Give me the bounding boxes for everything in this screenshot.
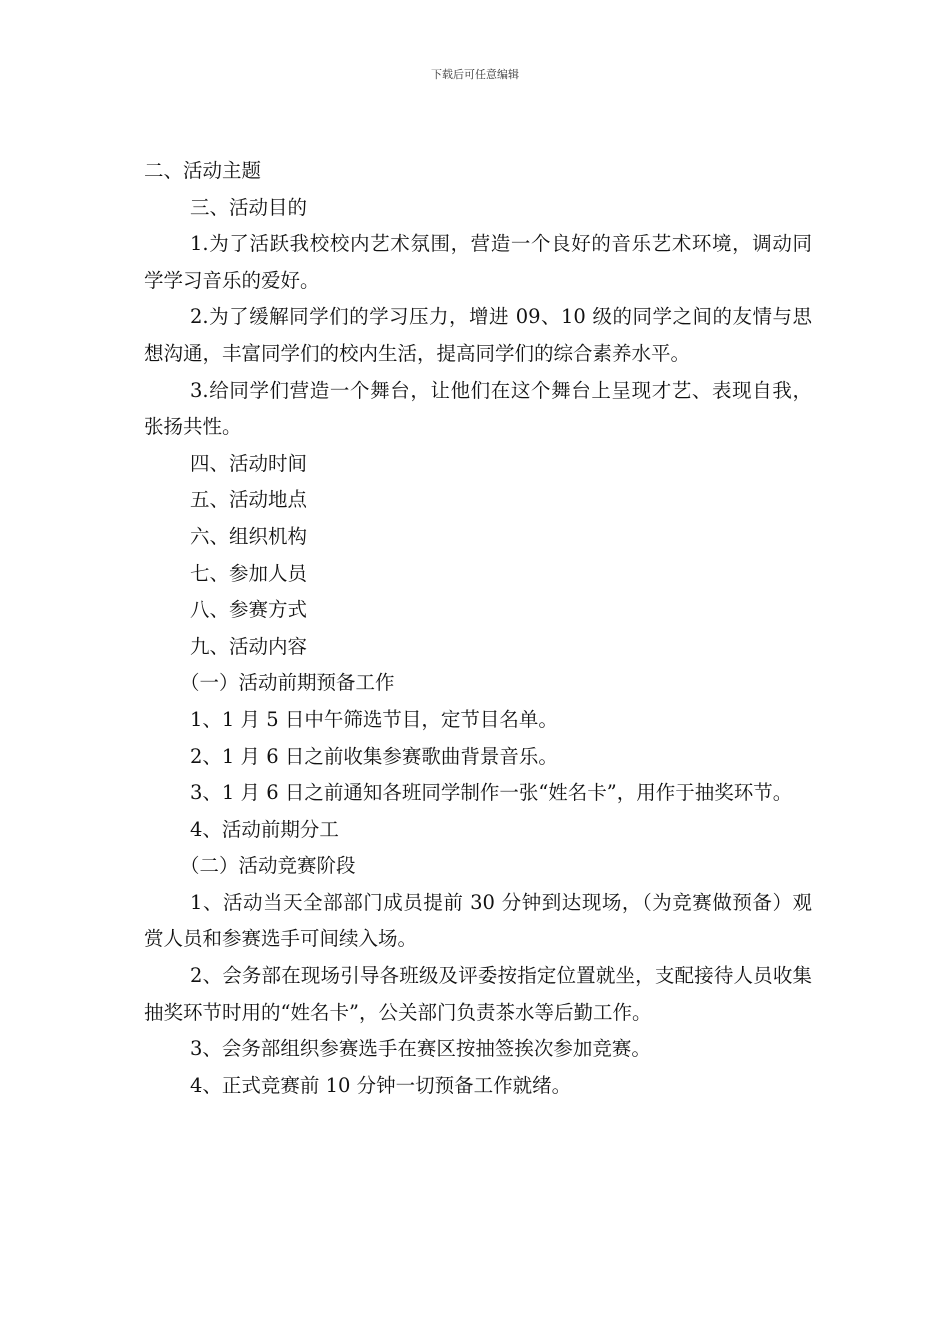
heading-activity-time: 四、活动时间 bbox=[190, 451, 308, 475]
heading-activity-content: 九、活动内容 bbox=[190, 634, 308, 658]
document-body bbox=[144, 153, 812, 1104]
preparation-item-2: 2、1 月 6 日之前收集参赛歌曲背景音乐。 bbox=[190, 744, 558, 768]
purpose-item-3: 3.给同学们营造一个舞台，让他们在这个舞台上呈现才艺、表现自我，张扬共性。 bbox=[144, 378, 812, 439]
purpose-item-1: 1.为了活跃我校校内艺术氛围，营造一个良好的音乐艺术环境，调动同学学习音乐的爱好。 bbox=[144, 232, 812, 292]
heading-activity-location: 五、活动地点 bbox=[190, 488, 308, 512]
competition-item-3: 3、会务部组织参赛选手在赛区按抽签挨次参加竞赛。 bbox=[190, 1037, 651, 1061]
preparation-item-3: 3、1 月 6 日之前通知各班同学制作一张“姓名卡”，用作于抽奖环节。 bbox=[190, 781, 793, 805]
preparation-item-1: 1、1 月 5 日中午筛选节目，定节目名单。 bbox=[190, 707, 558, 731]
preparation-item-4: 4、活动前期分工 bbox=[190, 817, 339, 841]
heading-activity-theme: 二、活动主题 bbox=[144, 159, 262, 182]
subheading-competition: （二）活动竞赛阶段 bbox=[180, 854, 356, 878]
page-header-note: 下载后可任意编辑 bbox=[431, 68, 519, 81]
purpose-item-2: 2.为了缓解同学们的学习压力，增进 09、10 级的同学之间的友情与思想沟通，丰富同学们的校内生活，提高同学们的综合素养水平。 bbox=[144, 305, 812, 365]
competition-item-4: 4、正式竞赛前 10 分钟一切预备工作就绪。 bbox=[190, 1073, 572, 1097]
heading-organization: 六、组织机构 bbox=[190, 524, 308, 548]
heading-activity-purpose: 三、活动目的 bbox=[190, 195, 308, 219]
heading-participants: 七、参加人员 bbox=[190, 561, 308, 585]
heading-entry-method: 八、参赛方式 bbox=[190, 598, 308, 622]
subheading-preparation: （一）活动前期预备工作 bbox=[180, 671, 395, 695]
competition-item-2: 2、会务部在现场引导各班级及评委按指定位置就坐，支配接待人员收集抽奖环节时用的“姓名卡”，公关部门负责茶水等后勤工作。 bbox=[144, 964, 812, 1024]
competition-item-1: 1、活动当天全部部门成员提前 30 分钟到达现场，（为竞赛做预备）观赏人员和参赛选手可间续入场。 bbox=[144, 890, 812, 951]
